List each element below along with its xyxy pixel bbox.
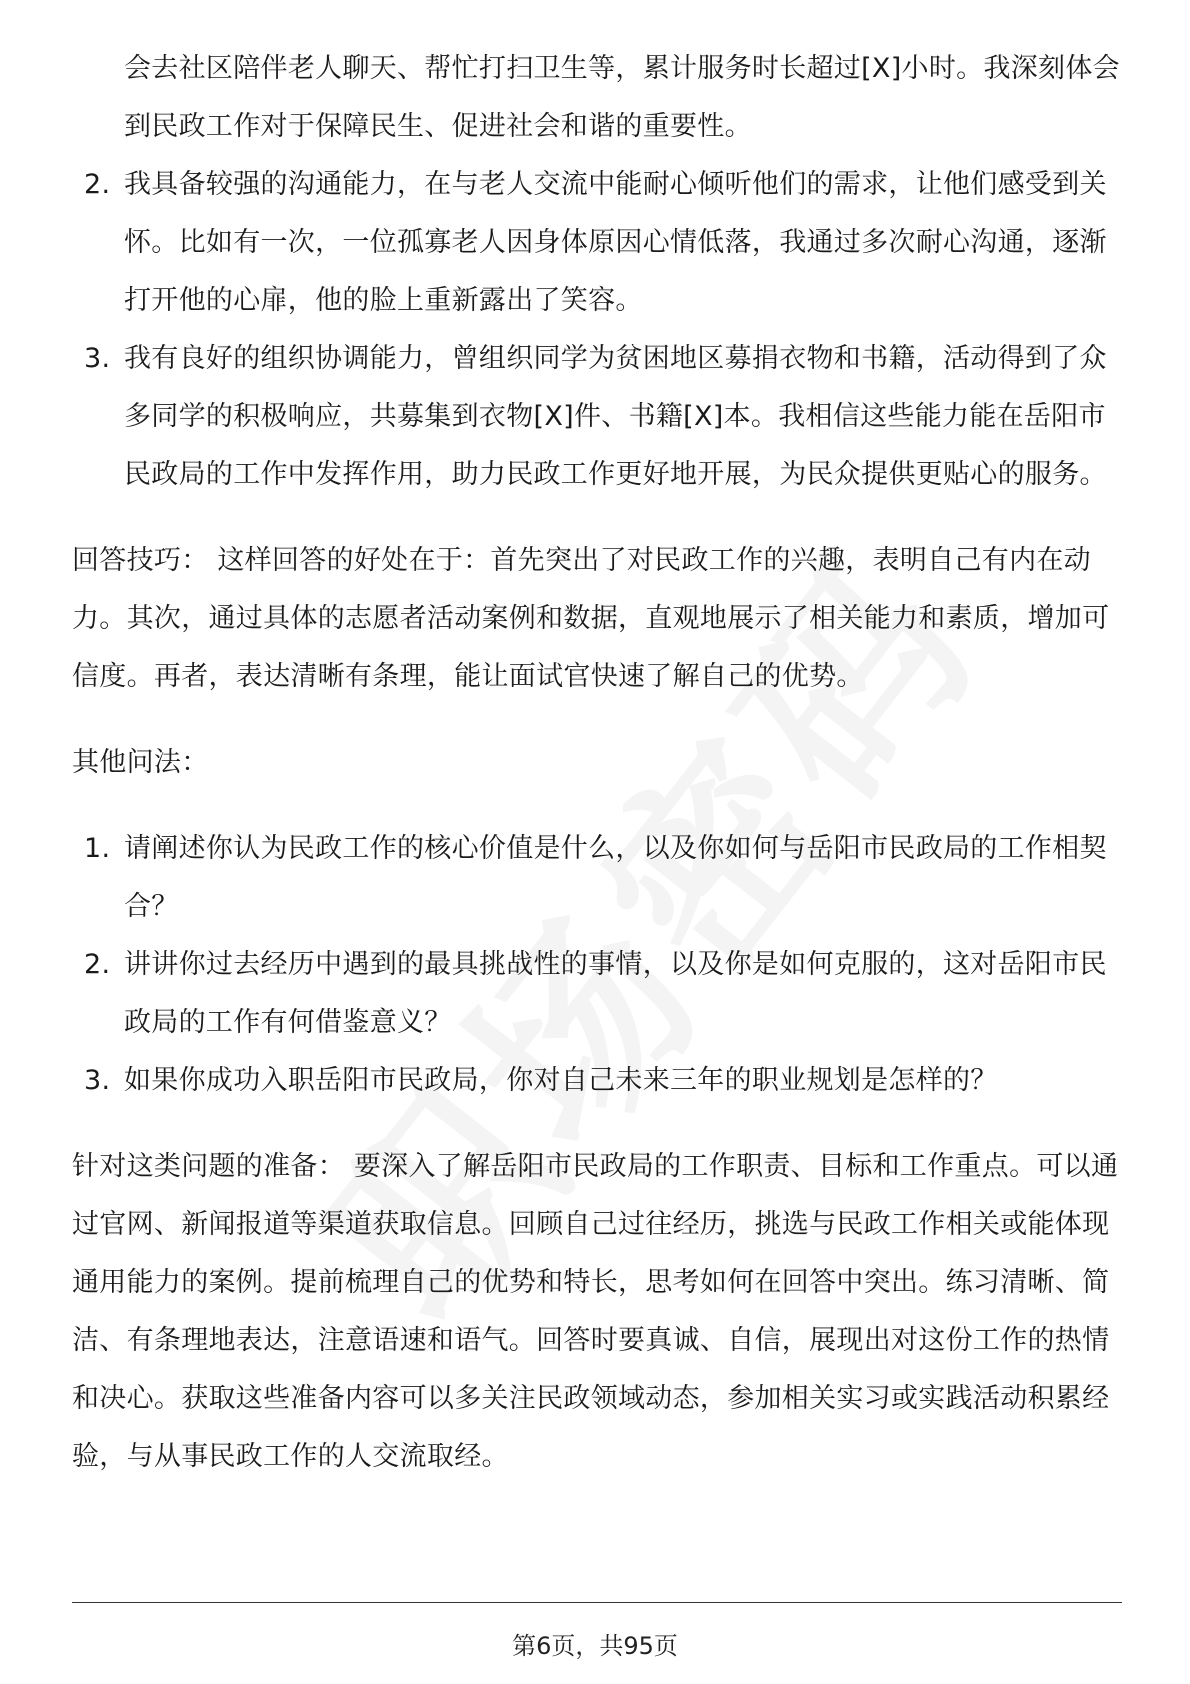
list-item [72, 156, 1122, 330]
list-item-text: 我具备较强的沟通能力，在与老人交流中能耐心倾听他们的需求，让他们感受到关怀。比如有一次，一位孤寡老人因身体原因心情低落，我通过多次耐心沟通，逐渐打开他的心扉，他的脸上重新露出了笑容。 [124, 169, 1107, 316]
list-number: 3. [84, 1065, 111, 1096]
footer-divider [72, 1602, 1122, 1603]
list-number: 1. [84, 833, 111, 864]
answer-tips-paragraph: 回答技巧： 这样回答的好处在于：首先突出了对民政工作的兴趣，表明自己有内在动力。其次，通过具体的志愿者活动案例和数据，直观地展示了相关能力和素质，增加可信度。再者，表达清晰有条理，能让面试官快速了解自己的优势。 [72, 545, 1110, 692]
preparation-paragraph: 针对这类问题的准备： 要深入了解岳阳市民政局的工作职责、目标和工作重点。可以通过官网、新闻报道等渠道获取信息。回顾自己过往经历，挑选与民政工作相关或能体现通用能力的案例。提前梳理自己的优势和特长，思考如何在回答中突出。练习清晰、简洁、有条理地表达，注意语速和语气。回答时要真诚、自信，展现出对这份工作的热情和决心。获取这些准备内容可以多关注民政领域动态，参加相关实习或实践活动积累经验，与从事民政工作的人交流取经。 [72, 1151, 1119, 1472]
list-item [72, 820, 1122, 936]
list-item-text: 请阐述你认为民政工作的核心价值是什么，以及你如何与岳阳市民政局的工作相契合？ [124, 833, 1107, 922]
list-item-text: 如果你成功入职岳阳市民政局，你对自己未来三年的职业规划是怎样的？ [124, 1065, 998, 1096]
continued-list-item-text: 会去社区陪伴老人聊天、帮忙打扫卫生等，累计服务时长超过[X]小时。我深刻体会到民政工作对于保障民生、促进社会和谐的重要性。 [124, 53, 1120, 142]
list-item-text: 我有良好的组织协调能力，曾组织同学为贫困地区募捐衣物和书籍，活动得到了众多同学的积极响应，共募集到衣物[X]件、书籍[X]本。我相信这些能力能在岳阳市民政局的工作中发挥作用，助力民政工作更好地开展，为民众提供更贴心的服务。 [124, 343, 1107, 490]
page-content [72, 40, 1122, 1486]
answer-list [72, 156, 1122, 504]
list-number: 3. [84, 343, 111, 374]
list-item [72, 936, 1122, 1052]
list-item [72, 330, 1122, 504]
list-number: 2. [84, 169, 111, 200]
list-item [72, 1052, 1122, 1110]
page-number: 第6页，共95页 [512, 1632, 678, 1660]
other-questions-heading: 其他问法： [72, 747, 209, 778]
list-number: 2. [84, 949, 111, 980]
list-item-text: 讲讲你过去经历中遇到的最具挑战性的事情，以及你是如何克服的，这对岳阳市民政局的工作有何借鉴意义？ [124, 949, 1107, 1038]
other-questions-list [72, 820, 1122, 1110]
